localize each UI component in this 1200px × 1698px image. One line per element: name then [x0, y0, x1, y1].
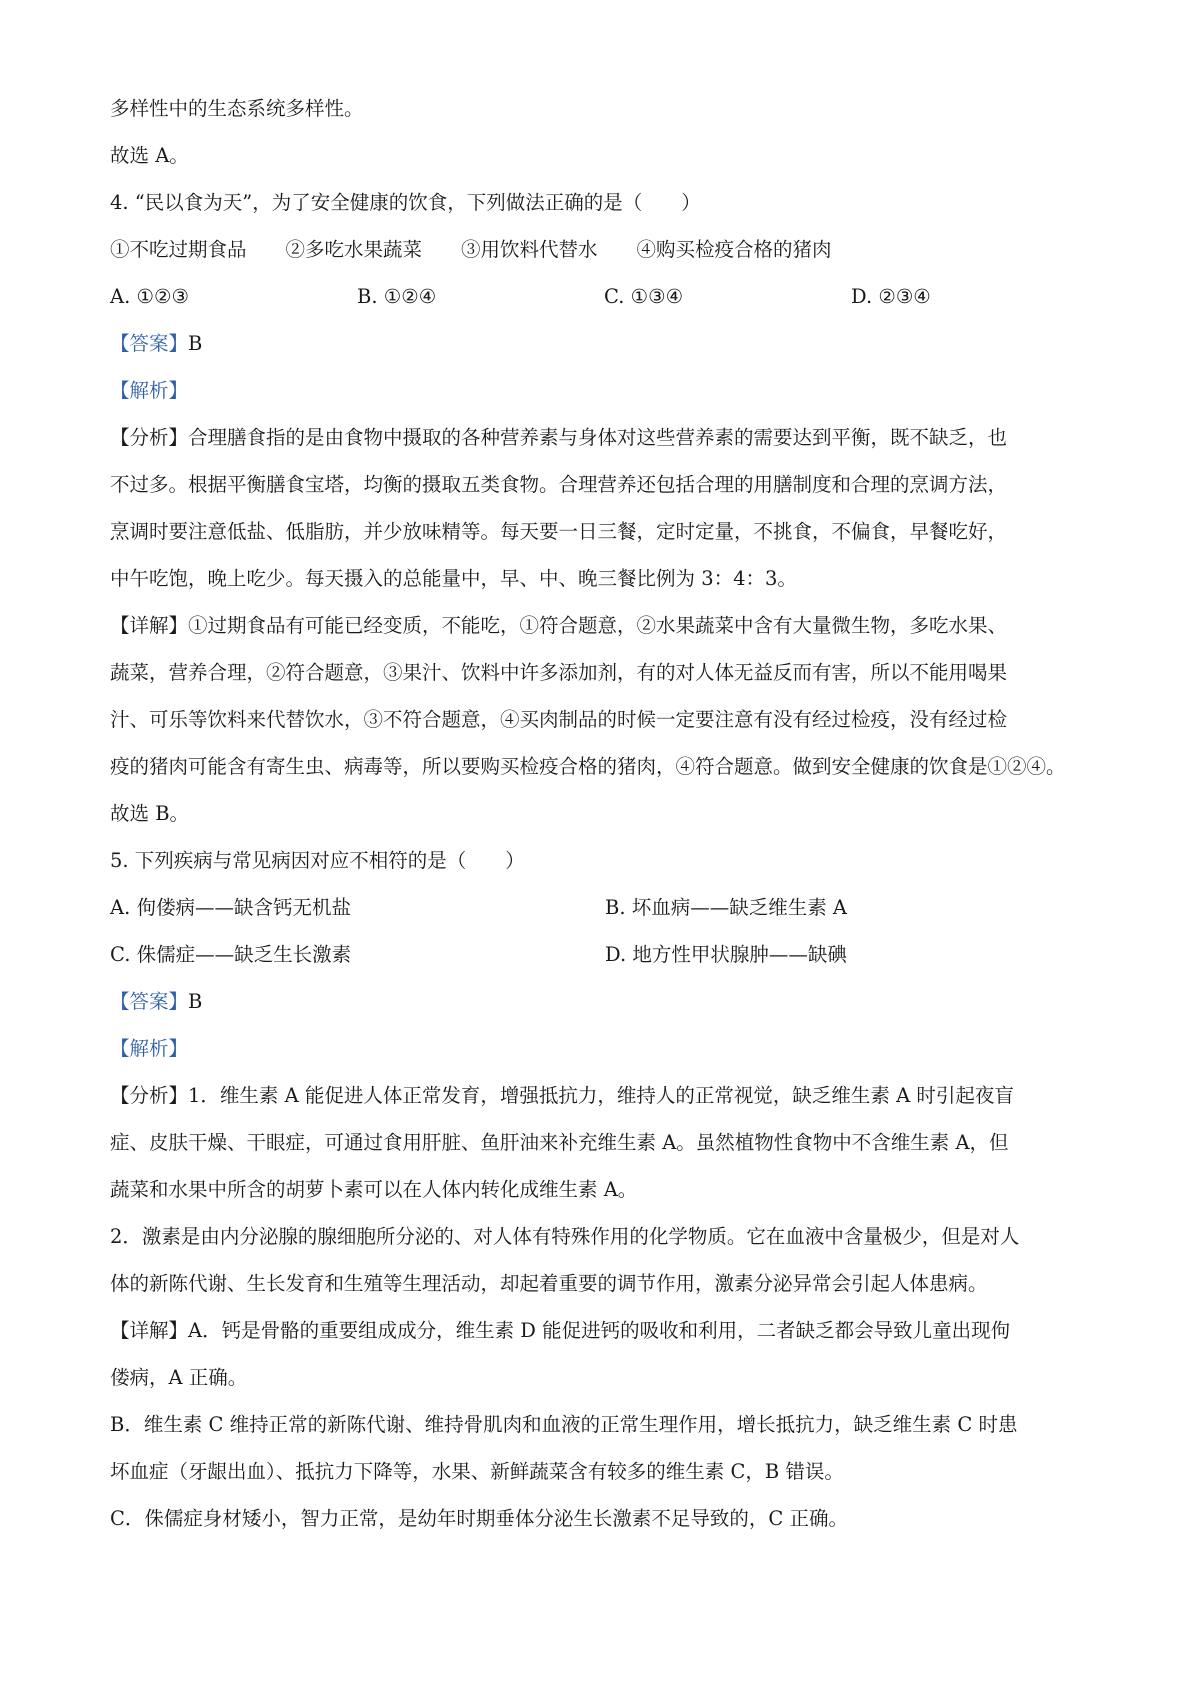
text-line: 【详解】①过期食品有可能已经变质，不能吃，①符合题意，②水果蔬菜中含有大量微生物，多吃水果、	[110, 614, 1008, 637]
text-line: 2．激素是由内分泌腺的腺细胞所分泌的、对人体有特殊作用的化学物质。它在血液中含量极少，但是对人	[110, 1225, 1020, 1248]
text-line: 【详解】A．钙是骨骼的重要组成成分，维生素 D 能促进钙的吸收和利用，二者缺乏都会导致儿童出现佝	[110, 1319, 1011, 1342]
question-5-xiangjie-c	[110, 1505, 1100, 1552]
option-c: C. ①③④	[604, 285, 684, 308]
text-line: 【分析】1．维生素 A 能促进人体正常发育，增强抵抗力，维持人的正常视觉，缺乏维生素 A 时引起夜盲	[110, 1084, 1014, 1107]
text-line: 多样性中的生态系统多样性。	[110, 97, 364, 120]
question-5-answer	[110, 988, 1100, 1035]
question-4-answer	[110, 330, 1100, 377]
question-4-items: ①不吃过期食品 ②多吃水果蔬菜 ③用饮料代替水 ④购买检疫合格的猪肉	[110, 238, 832, 261]
text-line: 蔬菜，营养合理，②符合题意，③果汁、饮料中许多添加剂，有的对人体无益反而有害，所以不能用喝果	[110, 661, 1008, 684]
option-a: A. ①②③	[110, 285, 189, 308]
text-line: 症、皮肤干燥、干眼症，可通过食用肝脏、鱼肝油来补充维生素 A。虽然植物性食物中不含维生素 A，但	[110, 1131, 1009, 1154]
text-line: 体的新陈代谢、生长发育和生殖等生理活动，却起着重要的调节作用，激素分泌异常会引起人体患病。	[110, 1272, 988, 1295]
text-line: 坏血症（牙龈出血）、抵抗力下降等，水果、新鲜蔬菜含有较多的维生素 C，B 错误。	[110, 1460, 844, 1483]
question-4-conclusion: 故选 B。	[110, 802, 190, 825]
question-5-xiangjie-a	[110, 1317, 1100, 1411]
text-line: 蔬菜和水果中所含的胡萝卜素可以在人体内转化成维生素 A。	[110, 1178, 638, 1201]
option-b: B. 坏血病——缺乏维生素 A	[605, 896, 848, 919]
question-5-stem: 5. 下列疾病与常见病因对应不相符的是（ ）	[110, 849, 525, 872]
answer-value: B	[188, 332, 203, 355]
analysis-tag: 【解析】	[110, 1037, 189, 1060]
document-page	[110, 95, 1100, 1552]
option-d: D. ②③④	[851, 285, 931, 308]
analysis-tag: 【解析】	[110, 379, 189, 402]
option-b: B. ①②④	[357, 285, 437, 308]
text-line: 中午吃饱，晚上吃少。每天摄入的总能量中，早、中、晚三餐比例为 3：4：3。	[110, 567, 797, 590]
question-4-stem: 4. “民以食为天”，为了安全健康的饮食，下列做法正确的是（ ）	[110, 191, 701, 214]
answer-tag: 【答案】	[110, 332, 189, 355]
text-line: 汁、可乐等饮料来代替饮水，③不符合题意，④买肉制品的时候一定要注意有没有经过检疫，没有经过检	[110, 708, 1008, 731]
answer-value: B	[188, 990, 203, 1013]
text-line: 不过多。根据平衡膳食宝塔，均衡的摄取五类食物。合理营养还包括合理的用膳制度和合理的烹调方法，	[110, 473, 1008, 496]
question-5-options-row2	[110, 941, 1100, 988]
question-4-options	[110, 283, 1100, 330]
option-d: D. 地方性甲状腺肿——缺碘	[605, 943, 847, 966]
question-4-fenxi	[110, 424, 1100, 612]
text-line: B．维生素 C 维持正常的新陈代谢、维持骨肌肉和血液的正常生理作用，增长抵抗力，缺乏维生素 C 时患	[110, 1413, 1018, 1436]
option-a: A. 佝偻病——缺含钙无机盐	[110, 896, 351, 919]
question-5-options-row1	[110, 894, 1100, 941]
question-5-xiangjie-b	[110, 1411, 1100, 1505]
question-4-xiangjie	[110, 612, 1100, 800]
text-line: C．侏儒症身材矮小，智力正常，是幼年时期垂体分泌生长激素不足导致的，C 正确。	[110, 1507, 849, 1530]
question-5-fenxi	[110, 1082, 1100, 1223]
text-line: 【分析】合理膳食指的是由食物中摄取的各种营养素与身体对这些营养素的需要达到平衡，既不缺乏，也	[110, 426, 1008, 449]
text-line: 疫的猪肉可能含有寄生虫、病毒等，所以要购买检疫合格的猪肉，④符合题意。做到安全健康的饮食是①②④。	[110, 755, 1066, 778]
question-5-point2	[110, 1223, 1100, 1317]
text-line: 故选 A。	[110, 144, 189, 167]
option-c: C. 侏儒症——缺乏生长激素	[110, 943, 352, 966]
answer-tag: 【答案】	[110, 990, 189, 1013]
text-line: 烹调时要注意低盐、低脂肪，并少放味精等。每天要一日三餐，定时定量，不挑食，不偏食，早餐吃好，	[110, 520, 1008, 543]
text-line: 偻病，A 正确。	[110, 1366, 248, 1389]
